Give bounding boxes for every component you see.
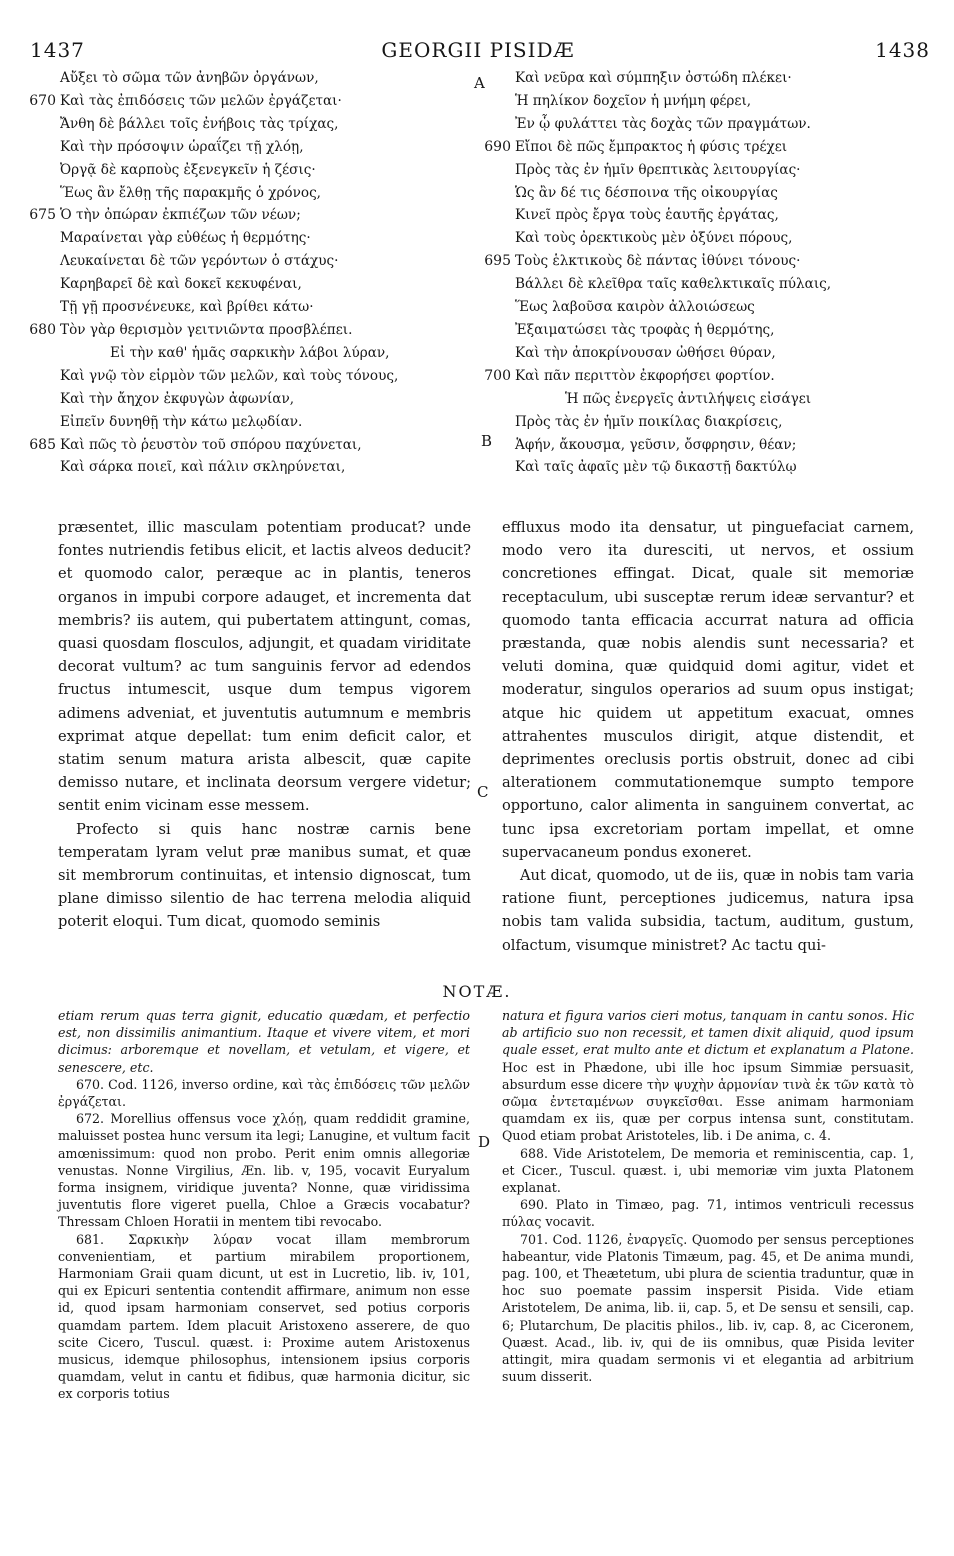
verse-text: Εἴποι δὲ πῶς ἔμπρακτος ἡ φύσις τρέχει <box>515 138 788 155</box>
verse-line <box>484 365 925 388</box>
notes-right-column <box>502 1007 914 1385</box>
running-header <box>24 38 932 68</box>
note-italic-text: natura et figura varios cieri motus, tanquam in cantu sonos. Hic ab artificio suo non recessit, et tamen dixit aliquid, quod ipsum quale esset, erat multo ante et dictum et explanatum a Platone. <box>502 1008 914 1058</box>
verse-text: Πρὸς τὰς ἐν ἡμῖν θρεπτικὰς λειτουργίας· <box>515 161 801 178</box>
note-text: 701. Cod. 1126, ἐναργεῖς. Quomodo per sensus perceptiones habeantur, vide Platonis Timæum, pag. 45, et De anima mundi, pag. 100, et Theætetum, ubi plura de scientia traduntur, quæ in hoc suo poemate passim inspersit Pisida. Vide etiam Aristotelem, De anima, lib. ii, cap. 5, et De sensu et sensili, cap. 6; Plutarchum, De placitis philos., lib. iv, cap. 8, ac Ciceronem, Quæst. Acad., lib. iv, qui de iis omnibus, quæ Pisida leviter attingit, mira quadam sermonis vi et elegantia ad arbitrium suum disserit. <box>502 1231 914 1385</box>
note-paragraph <box>502 1007 914 1145</box>
verse-text: Καὶ γνῷ τὸν εἱρμὸν τῶν μελῶν, καὶ τοὺς τόνους, <box>60 367 399 384</box>
verse-text: Αὔξει τὸ σῶμα τῶν ἀνηβῶν ὀργάνων, <box>60 70 319 86</box>
verse-number: 670 <box>29 92 56 109</box>
verse-text: Ὡς ἂν δέ τις δέσποινα τῆς οἰκουργίας <box>515 184 778 201</box>
verse-text: Καὶ τὴν ἀποκρίνουσαν ὠθήσει θύραν, <box>515 344 776 361</box>
verse-line <box>515 159 925 182</box>
verse-line <box>515 456 925 479</box>
note-italic-text: etiam rerum quas terra gignit, educatio quædam, et perfectio est, non dissimilis animantium. Itaque et vivere vitem, et mori dicimus: arboremque et novellam, et vetulam, et vigere, et senescere, etc. <box>58 1008 470 1075</box>
verse-text: Ἄνθη δὲ βάλλει τοῖς ἐνήβοις τὰς τρίχας, <box>60 115 339 132</box>
verse-text: Καὶ τοὺς ὀρεκτικοὺς μὲν ὀξύνει πόρους, <box>515 230 793 247</box>
verse-line <box>60 136 470 159</box>
verse-text: Κινεῖ πρὸς ἔργα τοὺς ἑαυτῆς ἐργάτας, <box>515 207 779 224</box>
verse-text: Καὶ τὰς ἐπιδόσεις τῶν μελῶν ἐργάζεται· <box>60 92 342 109</box>
verse-text: Βάλλει δὲ κλεῖθρα ταῖς καθελκτικαῖς πύλαις, <box>515 276 832 293</box>
verse-text: Καὶ τὴν ἄηχον ἐκφυγὼν ἀφωνίαν, <box>60 390 295 407</box>
verse-line <box>60 296 470 319</box>
verse-line <box>60 411 470 434</box>
verse-line <box>60 250 470 273</box>
verse-line <box>29 204 470 227</box>
verse-line <box>515 342 925 365</box>
verse-text: Ἁφήν, ἄκουσμα, γεῦσιν, ὄσφρησιν, θέαν; <box>515 436 797 453</box>
latin-paragraph: Profecto si quis hanc nostræ carnis bene temperatam lyram velut præ manibus sumat, et quæ sit membrorum continuitas, et intensio dignoscat, tum plane dimisso silentio de hac terrena melodia aliquid poterit eloqui. Tum dicat, quomodo seminis <box>58 820 471 931</box>
verse-text: Καὶ τὴν πρόσοψιν ὡραΐζει τῇ χλόῃ, <box>60 138 304 155</box>
verse-text: Μαραίνεται γὰρ εὐθέως ἡ θερμότης· <box>60 230 311 247</box>
verse-text: Καὶ νεῦρα καὶ σύμπηξιν ὀστώδη πλέκει· <box>515 70 792 86</box>
verse-number: 675 <box>29 207 56 224</box>
verse-line <box>515 434 925 457</box>
verse-line <box>515 388 925 411</box>
latin-translation-left-column <box>58 516 471 934</box>
verse-line <box>29 434 470 457</box>
latin-paragraph: Aut dicat, quomodo, ut de iis, quæ in nobis tam varia ratione fiunt, perceptiones judicemus, natura ipsa nobis tam valida subsidia, tactum, auditum, gustum, olfactum, visumque ministret? Ac tactu qui- <box>502 867 914 954</box>
verse-line <box>29 319 470 342</box>
verse-line <box>60 365 470 388</box>
verse-line <box>515 273 925 296</box>
latin-paragraph: præsentet, illic masculam potentiam producat? unde fontes nutriendis fetibus elicit, et lactis alveos deducit? et quomodo calor, peræque ac in plantis, teneros organos in impubi corpore adauget, et incrementa dat membris? iis autem, qui pubertatem attingunt, comas, quasi quosdam flosculos, adjungit, et quadam viriditate decorat vultum? ac tum sanguinis fervor ad edendos fructus intumescit, usque dum tempus vigorem adimens adveniat, et juventutis autumnum e membris exprimat atque depellat: tum enim deficit calor, et statim senum matura arista albescit, quæ capite demisso nutare, et inclinata deorsum vergere videtur; sentit enim vicinam esse messem. <box>58 519 471 815</box>
verse-text: Πρὸς τὰς ἐν ἡμῖν ποικίλας διακρίσεις, <box>515 413 783 430</box>
note-text: 681. Σαρκικὴν λύραν vocat illam membrorum convenientiam, et partium mirabilem proportionem, Harmoniam Graii quam dicunt, ut est in Lucretio, lib. iv, 101, qui ex Epicuri sententia contendit affirmare, animum non esse id, quod ipsam harmoniam conservet, sed potius corporis quamdam partem. Idem placuit Aristoxeno asserere, de quo scite Cicero, Tuscul. quæst. i: Proxime autem Aristoxenus musicus, idemque philosophus, intensionem ipsius corporis quamdam, velut in cantu et fidibus, quæ harmonia dicitur, sic ex corporis totius <box>58 1231 470 1402</box>
verse-line <box>484 250 925 273</box>
verse-line <box>515 227 925 250</box>
note-paragraph <box>502 1196 914 1230</box>
verse-line <box>60 182 470 205</box>
verse-line <box>60 227 470 250</box>
verse-text: Καὶ πᾶν περιττὸν ἐκφορήσει φορτίον. <box>515 367 775 384</box>
verse-text: Καὶ ταῖς ἀφαῖς μὲν τῷ δικαστῇ δακτύλῳ <box>515 459 797 476</box>
greek-verse-right-column <box>484 67 925 479</box>
verse-number: 700 <box>484 367 511 384</box>
note-text: Hoc est in Phædone, ubi ille hoc ipsum Simmiæ persuasit, absurdum esse dicere τὴν ψυχὴν ἁρμονίαν τινὰ ἐκ τῶν κατὰ τὸ σῶμα ἐντεταμένων συγκεῖσθαι. Esse animam harmoniam quamdam ex iis, quæ per corpus intensa sunt, constitutam. Quod etiam probat Aristoteles, lib. i De anima, c. 4. <box>502 1059 914 1144</box>
verse-line <box>60 159 470 182</box>
verse-text: Ἡ πῶς ἐνεργεῖς ἀντιλήψεις εἰσάγει <box>565 390 812 407</box>
section-marker-b: B <box>481 432 493 450</box>
right-page-number: 1438 <box>875 38 930 62</box>
note-text: 688. Vide Aristotelem, De memoria et reminiscentia, cap. 1, et Cicer., Tuscul. quæst. i, ubi memoriæ vim juxta Platonem explanat. <box>502 1145 914 1196</box>
running-title: GEORGII PISIDÆ <box>381 38 575 62</box>
verse-text: Ἕως λαβοῦσα καιρὸν ἀλλοιώσεως <box>515 299 755 316</box>
verse-text: Τῇ γῇ προσνένευκε, καὶ βρίθει κάτω· <box>60 299 314 316</box>
notes-left-column <box>58 1007 470 1403</box>
verse-line <box>29 90 470 113</box>
verse-text: Λευκαίνεται δὲ τῶν γερόντων ὁ στάχυς· <box>60 253 339 270</box>
verse-line <box>60 113 470 136</box>
verse-line <box>515 67 925 90</box>
verse-line <box>484 136 925 159</box>
verse-line <box>60 456 470 479</box>
latin-translation-right-column <box>502 516 914 957</box>
verse-text: Ἐν ᾧ φυλάττει τὰς δοχὰς τῶν πραγμάτων. <box>515 115 811 132</box>
note-paragraph <box>502 1231 914 1386</box>
note-text: 672. Morellius offensus voce χλόῃ, quam reddidit gramine, maluisset postea hunc versum ita legi; Lanugine, et vultum facit amœnissimum: quod non probo. Perit enim omnis allegoriæ venustas. Nonne Virgilius, Æn. lib. v, 195, vocavit Euryalum forma insignem, viridique juventa? Nonne, quæ viridissima juventutis flore vigeret puella, Chloe a Græcis vocabatur? Thressam Chloen Horatii in mentem tibi revocabo. <box>58 1111 470 1230</box>
verse-line <box>60 342 470 365</box>
note-text: 670. Cod. 1126, inverso ordine, καὶ τὰς ἐπιδόσεις τῶν μελῶν ἐργάζεται. <box>58 1076 470 1110</box>
verse-number: 690 <box>484 138 511 155</box>
section-marker-d: D <box>478 1133 491 1151</box>
verse-line <box>60 273 470 296</box>
verse-line <box>60 67 470 90</box>
verse-line <box>515 296 925 319</box>
note-paragraph <box>502 1145 914 1197</box>
note-paragraph <box>58 1076 470 1110</box>
verse-number: 695 <box>484 253 511 270</box>
verse-line <box>515 182 925 205</box>
verse-text: Καὶ σάρκα ποιεῖ, καὶ πάλιν σκληρύνεται, <box>60 459 346 476</box>
verse-text: Εἰ τὴν καθ' ἡμᾶς σαρκικὴν λάβοι λύραν, <box>110 344 390 361</box>
verse-text: Ἐξαιματώσει τὰς τροφὰς ἡ θερμότης, <box>515 321 775 338</box>
verse-text: Εἰπεῖν δυνηθῇ τὴν κάτω μελῳδίαν. <box>60 413 303 430</box>
verse-number: 680 <box>29 321 56 338</box>
verse-line <box>60 388 470 411</box>
verse-text: Καρηβαρεῖ δὲ καὶ δοκεῖ κεκυφέναι, <box>60 276 302 293</box>
verse-line <box>515 411 925 434</box>
verse-line <box>515 204 925 227</box>
verse-line <box>515 90 925 113</box>
note-paragraph <box>58 1231 470 1403</box>
notes-heading: NOTÆ. <box>442 982 512 1001</box>
verse-text: Ἡ πηλίκον δοχεῖον ἡ μνήμη φέρει, <box>515 92 752 109</box>
verse-text: Τοὺς ἑλκτικοὺς δὲ πάντας ἰθύνει τόνους· <box>515 253 801 270</box>
verse-text: Ὁ τὴν ὀπώραν ἐκπιέζων τῶν νέων; <box>60 207 301 224</box>
latin-paragraph: effluxus modo ita densatur, ut pinguefaciat carnem, modo vero ita duresciti, ut nervos, et ossium concretiones effingat. Dicat, quale sit memoriæ receptaculum, ubi susceptæ rerum ideæ servantur? et quomodo tanta efficacia accurrat natura ad officia præstanda, quæ nobis alendis sunt necessaria? et veluti domina, quæ quidquid domi agitur, videt et moderatur, singulos operarios ad suum opus instigat; atque hic quidem ut appetitum exacuat, omnes attrahentes musculos dirigit, atque distendit, et deprimentes oreclusis portis obstruit, donec ad cibi alterationem commutationemque sumpto tempore opportuno, calor alimenta in sanguinem convertat, ac tunc ipsa excretoriam portam impellat, et omne supervacaneum pondus exoneret. <box>502 519 914 861</box>
verse-text: Ὀργᾷ δὲ καρποὺς ἐξενεγκεῖν ἡ ζέσις· <box>60 161 316 178</box>
section-marker-c: C <box>477 783 489 801</box>
greek-verse-left-column <box>29 67 470 479</box>
verse-line <box>515 113 925 136</box>
verse-number: 685 <box>29 436 56 453</box>
verse-line <box>515 319 925 342</box>
left-page-number: 1437 <box>30 38 85 62</box>
verse-text: Ἕως ἂν ἔλθῃ τῆς παρακμῆς ὁ χρόνος, <box>60 184 322 201</box>
note-paragraph <box>58 1007 470 1076</box>
verse-text: Καὶ πῶς τὸ ῥευστὸν τοῦ σπόρου παχύνεται, <box>60 436 362 453</box>
section-marker-a: A <box>474 74 485 92</box>
note-paragraph <box>58 1110 470 1230</box>
note-text: 690. Plato in Timæo, pag. 71, intimos ventriculi recessus πύλας vocavit. <box>502 1197 914 1230</box>
verse-text: Τὸν γὰρ θερισμὸν γειτνιῶντα προσβλέπει. <box>60 321 353 338</box>
